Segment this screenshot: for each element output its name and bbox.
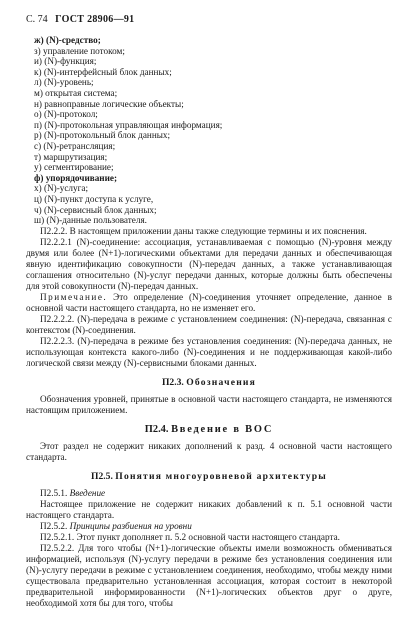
term-item: ф) упорядочивание; bbox=[34, 172, 118, 183]
paragraph-p2-2-2-3: П2.2.2.3. (N)-передача в режиме без установления соединения: (N)-передача данных, не использующая контекста какого-либо (N)-соединения и не поддерживающая какой-либо логической связи между (N)-сервисными блоками данных. bbox=[26, 335, 392, 368]
section-title: Понятия многоуровневой архитектуры bbox=[115, 470, 327, 482]
section-heading-p2-3 bbox=[26, 377, 392, 388]
note-text: Это определение (N)-соединения уточняет определение, данное в основной части настоящего стандарта, но не изменяет его. bbox=[26, 291, 392, 313]
section-title: Введение в ВОС bbox=[171, 423, 274, 435]
paragraph-p2-2-2-1: П2.2.2.1 (N)-соединение: ассоциация, устанавливаемая с помощью (N)-уровня между двумя или более (N+1)-логическими объектами для передачи данных и обеспечивающая явную идентификацию совокупности (N)-передач данных, а также устанавливающая соглашения относительно (N)-услуг передачи данных, которые должны быть обеспечены для этой совокупности (N)-передач данных. bbox=[26, 236, 392, 291]
term-item: з) управление потоком; bbox=[34, 45, 125, 56]
paragraph-p2-5-2-heading bbox=[26, 521, 392, 532]
section-title: Обозначения bbox=[186, 376, 257, 388]
running-header bbox=[26, 14, 392, 25]
term-item: с) (N)-ретрансляция; bbox=[34, 140, 116, 151]
term-item: ш) (N)-данные пользователя. bbox=[34, 215, 147, 226]
page-number: С. 74 bbox=[26, 14, 48, 25]
paragraph-p2-2-2: П2.2.2. В настоящем приложении даны также следующие термины и их пояснения. bbox=[40, 225, 367, 236]
terms-list bbox=[34, 35, 392, 226]
term-item: н) равноправные логические объекты; bbox=[34, 98, 184, 109]
section-number: П2.4. bbox=[144, 423, 169, 435]
term-item: р) (N)-протокольный блок данных; bbox=[34, 130, 171, 141]
paragraph-p2-3: Обозначения уровней, принятые в основной части настоящего стандарта, не изменяются настоящим приложением. bbox=[26, 393, 392, 415]
note-label: Примечание. bbox=[40, 291, 108, 302]
paragraph-p2-5-1: Настоящее приложение не содержит никаких добавлений к п. 5.1 основной части настоящего стандарта. bbox=[26, 498, 392, 520]
paragraph-p2-5-2-2: П2.5.2.2. Для того чтобы (N+1)-логические объекты имели возможность обмениваться информацией, используя (N)-услугу передачи в режиме без установления соединения или (N)-услугу передачи в режиме с установлением соединения, необходимо, чтобы между ними существовала предварительно установленная ассоциация, которая состоит в некоторой предварительной информированности (N+1)-логических объектов друг о друге, необходимой хотя бы для того, чтобы bbox=[26, 542, 392, 608]
term-item: л) (N)-уровень; bbox=[34, 77, 94, 88]
clause-number: П2.5.1. bbox=[40, 487, 68, 498]
section-heading-p2-4 bbox=[26, 424, 392, 435]
term-item: м) открытая система; bbox=[34, 87, 118, 98]
paragraph-p2-5-1-heading bbox=[26, 488, 392, 499]
term-item: ч) (N)-сервисный блок данных; bbox=[34, 204, 157, 215]
term-item: к) (N)-интерфейсный блок данных; bbox=[34, 66, 172, 77]
term-item: ц) (N)-пункт доступа к услуге, bbox=[34, 193, 154, 204]
term-item: ж) (N)-средство; bbox=[34, 35, 101, 45]
clause-title: Принципы разбиения на уровни bbox=[69, 520, 192, 531]
clause-number: П2.5.2. bbox=[40, 520, 68, 531]
clause-title: Введение bbox=[69, 487, 106, 498]
term-item: п) (N)-протокольная управляющая информация; bbox=[34, 119, 223, 130]
term-item: т) маршрутизация; bbox=[34, 151, 108, 162]
term-item: о) (N)-протокол; bbox=[34, 109, 98, 120]
note bbox=[26, 292, 392, 314]
paragraph-p2-2-2-2: П2.2.2.2. (N)-передача в режиме с установлением соединения: (N)-передача, связанная с контекстом (N)-соединения. bbox=[26, 313, 392, 335]
section-number: П2.5. bbox=[91, 470, 113, 482]
standard-number: ГОСТ 28906—91 bbox=[55, 14, 135, 25]
paragraph-p2-5-2-1: П2.5.2.1. Этот пункт дополняет п. 5.2 основной части настоящего стандарта. bbox=[40, 531, 340, 542]
term-item: и) (N)-функция; bbox=[34, 56, 97, 67]
paragraph-p2-4: Этот раздел не содержит никаких дополнений к разд. 4 основной части настоящего стандарта. bbox=[26, 440, 392, 462]
section-number: П2.3. bbox=[161, 376, 184, 388]
term-item: х) (N)-услуга; bbox=[34, 183, 89, 194]
term-item: у) сегментирование; bbox=[34, 162, 114, 173]
section-heading-p2-5 bbox=[26, 471, 392, 482]
